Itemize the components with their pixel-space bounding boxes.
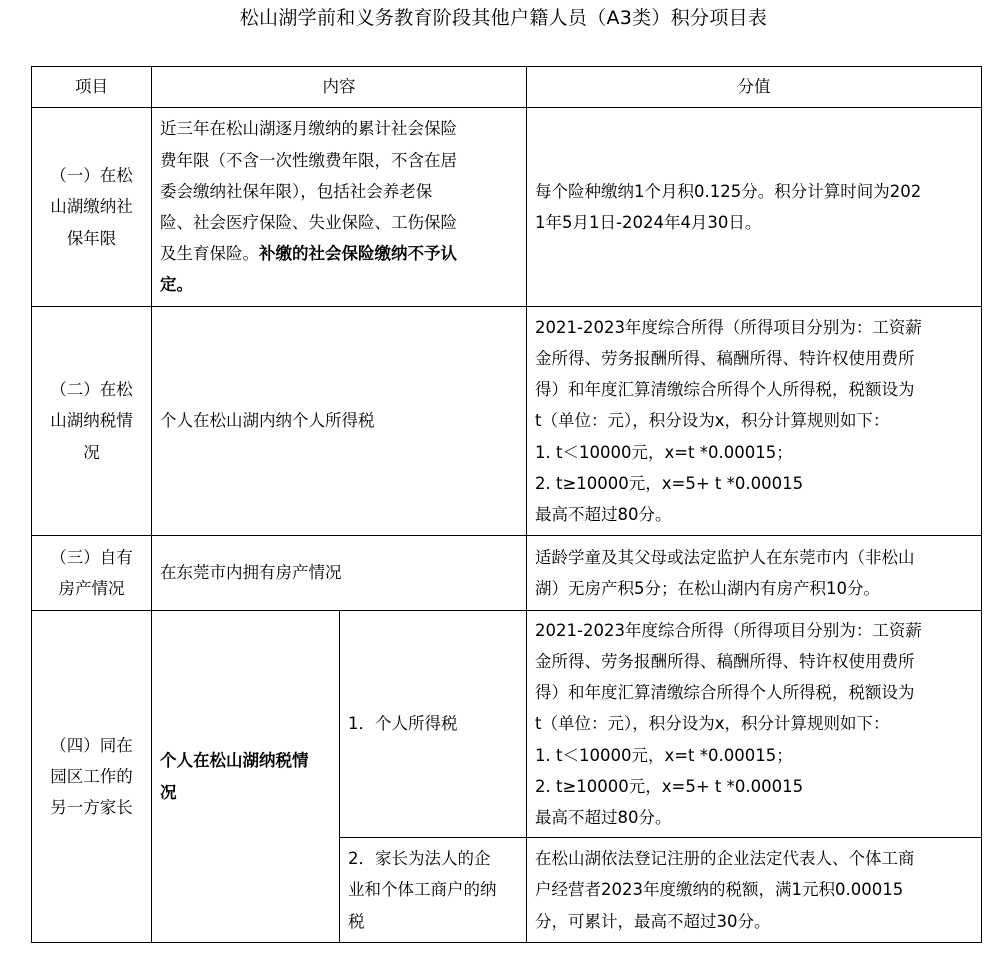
sub-item-enterprise-tax: 2．家长为法人的企 业和个体工商户的纳 税 <box>340 838 527 943</box>
row-content-tax: 个人在松山湖内纳个人所得税 <box>152 307 527 536</box>
header-item: 项目 <box>32 67 152 108</box>
row-item-tax: （二）在松 山湖纳税情 况 <box>32 307 152 536</box>
row-item-other-parent: （四）同在 园区工作的 另一方家长 <box>32 611 152 943</box>
row-item-social-insurance: （一）在松 山湖缴纳社 保年限 <box>32 108 152 307</box>
sub-score-enterprise-tax: 在松山湖依法登记注册的企业法定代表人、个体工商 户经营者2023年度缴纳的税额，满1元积0.00015 分，可累计，最高不超过30分。 <box>527 838 982 943</box>
notice-text: 补缴的社会保险缴纳不予认 <box>259 244 457 264</box>
row-score-tax: 2021-2023年度综合所得（所得项目分别为：工资薪 金所得、劳务报酬所得、稿酬所得、特许权使用费所 得）和年度汇算清缴综合所得个人所得税，税额设为 t（单位：元），积分设为x，积分计算规则如下： 1. t＜10000元，x=t *0.00015； 2. t≥10000元，x=5+ t *0.00015 最高不超过80分。 <box>527 307 982 536</box>
table-row <box>32 536 982 611</box>
header-content: 内容 <box>152 67 527 108</box>
row-content-social-insurance: 近三年在松山湖逐月缴纳的累计社会保险 费年限（不含一次性缴费年限，不含在居 委会缴纳社保年限），包括社会养老保 险、社会医疗保险、失业保险、工伤保险 及生育保险。补缴的社会保险缴纳不予认 定。 <box>152 108 527 307</box>
score-table <box>31 66 982 943</box>
header-row <box>32 67 982 108</box>
row-score-property: 适龄学童及其父母或法定监护人在东莞市内（非松山 湖）无房产积5分；在松山湖内有房产积10分。 <box>527 536 982 611</box>
sub-score-income-tax: 2021-2023年度综合所得（所得项目分别为：工资薪 金所得、劳务报酬所得、稿酬所得、特许权使用费所 得）和年度汇算清缴综合所得个人所得税，税额设为 t（单位：元），积分设为x，积分计算规则如下： 1. t＜10000元，x=t *0.00015； 2. t≥10000元，x=5+ t *0.00015 最高不超过80分。 <box>527 611 982 838</box>
row-item-property: （三）自有 房产情况 <box>32 536 152 611</box>
row-content-other-parent: 个人在松山湖纳税情 况 <box>152 611 340 943</box>
row-score-social-insurance: 每个险种缴纳1个月积0.125分。积分计算时间为202 1年5月1日-2024年4月30日。 <box>527 108 982 307</box>
table-row <box>32 108 982 307</box>
page-title: 松山湖学前和义务教育阶段其他户籍人员（A3类）积分项目表 <box>239 7 768 29</box>
row-content-property: 在东莞市内拥有房产情况 <box>152 536 527 611</box>
sub-item-income-tax: 1．个人所得税 <box>340 611 527 838</box>
header-score: 分值 <box>527 67 982 108</box>
table-row <box>32 307 982 536</box>
table-row <box>32 611 982 838</box>
